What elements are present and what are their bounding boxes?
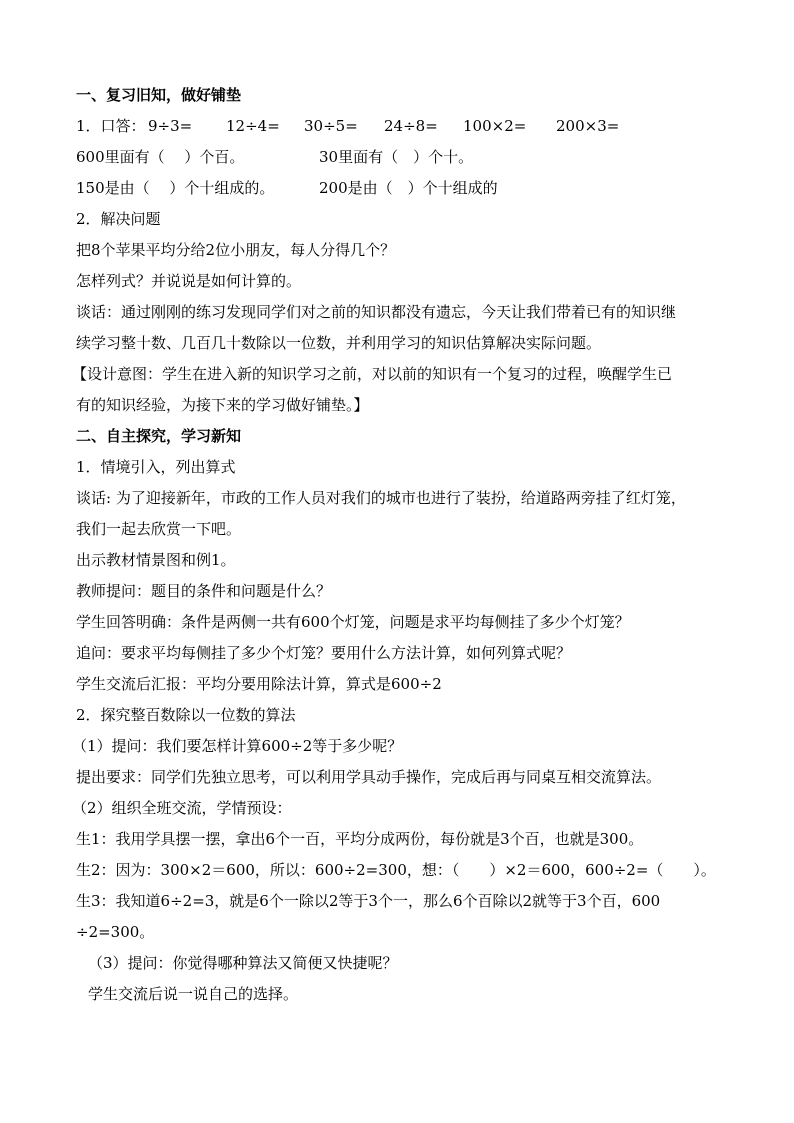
design-intent-line: 【设计意图：学生在进入新的知识学习之前，对以前的知识有一个复习的过程，唤醒学生已 (72, 365, 673, 383)
question-1: （1）提问：我们要怎样计算600÷2等于多少呢？ (72, 737, 403, 755)
student-2-response: 生2：因为：300×2＝600，所以：600÷2=300，想：（ ）×2＝600，600÷2=（ ）。 (76, 861, 716, 879)
oral-answer-row (76, 111, 726, 142)
talk-line: 续学习整十数、几百几十数除以一位数，并利用学习的知识估算解决实际问题。 (76, 334, 602, 352)
document-page (72, 80, 726, 1010)
problem-title: 2．解决问题 (76, 210, 161, 228)
oral-item: 30÷5= (304, 117, 358, 135)
oral-item: 9÷3= (148, 117, 193, 135)
fill-item: 600里面有（ ）个百。 (76, 148, 245, 166)
oral-item: 100×2= (463, 117, 527, 135)
oral-item: 200×3= (556, 117, 620, 135)
fill-item: 30里面有（ ）个十。 (319, 148, 474, 166)
design-intent-line: 有的知识经验，为接下来的学习做好铺垫。】 (76, 396, 369, 414)
student-report: 学生交流后汇报：平均分要用除法计算，算式是600÷2 (76, 675, 442, 693)
problem-ask: 怎样列式？并说说是如何计算的。 (76, 272, 302, 290)
oral-item: 12÷4= (226, 117, 280, 135)
follow-question: 追问：要求平均每侧挂了多少个灯笼？要用什么方法计算，如何列算式呢？ (76, 644, 572, 662)
oral-label: 1．口答： (76, 117, 146, 135)
teacher-question: 教师提问：题目的条件和问题是什么？ (76, 582, 332, 600)
requirement: 提出要求：同学们先独立思考，可以利用学具动手操作，完成后再与同桌互相交流算法。 (76, 768, 662, 786)
section1-heading: 一、复习旧知，做好铺垫 (76, 86, 242, 104)
question-3: （3）提问：你觉得哪种算法又简便又快捷呢？ (88, 954, 398, 972)
talk-line: 谈话: 为了迎接新年，市政的工作人员对我们的城市也进行了装扮，给道路两旁挂了红灯笼， (76, 489, 686, 507)
student-3-response: 生3：我知道6÷2=3，就是6个一除以2等于3个一，那么6个百除以2就等于3个百，600 (76, 892, 661, 910)
subsection-title: 1．情境引入，列出算式 (76, 458, 236, 476)
talk-line: 谈话：通过刚刚的练习发现同学们对之前的知识都没有遗忘，今天让我们带着已有的知识继 (76, 303, 677, 321)
fill-item: 150是由（ ）个十组成的。 (76, 179, 275, 197)
fill-row-1 (76, 142, 726, 173)
subsection-title: 2．探究整百数除以一位数的算法 (76, 706, 296, 724)
student-answer: 学生回答明确：条件是两侧一共有600个灯笼，问题是求平均每侧挂了多少个灯笼？ (76, 613, 630, 631)
student-1-response: 生1：我用学具摆一摆，拿出6个一百，平均分成两份，每份就是3个百，也就是300。 (76, 830, 644, 848)
student-3-response: ÷2=300。 (76, 923, 155, 941)
talk-line: 我们一起去欣赏一下吧。 (76, 520, 242, 538)
final-line: 学生交流后说一说自己的选择。 (88, 985, 299, 1003)
fill-row-2 (76, 173, 726, 204)
fill-item: 200是由（ ）个十组成的 (319, 179, 498, 197)
oral-item: 24÷8= (384, 117, 438, 135)
section2-heading: 二、自主探究，学习新知 (76, 427, 242, 445)
show-text: 出示教材情景图和例1。 (76, 551, 236, 569)
problem-text: 把8个苹果平均分给2位小朋友，每人分得几个？ (76, 241, 396, 259)
question-2: （2）组织全班交流，学情预设： (72, 799, 292, 817)
